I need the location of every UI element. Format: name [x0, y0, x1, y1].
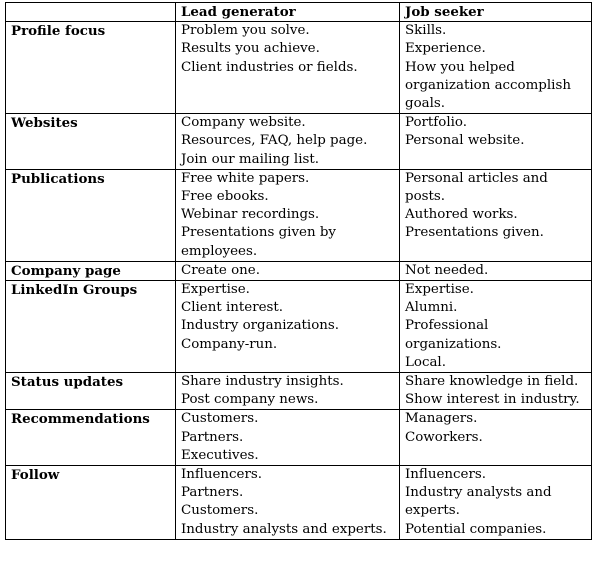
lead-generator-cell [176, 373, 400, 410]
cell-line: Personal articles and posts. [405, 170, 548, 205]
cell-line: Not needed. [405, 262, 489, 278]
cell-line: Company website. [181, 115, 306, 131]
table-row [6, 261, 592, 280]
job-seeker-cell [400, 22, 592, 114]
job-seeker-cell [400, 114, 592, 170]
row-label: Status updates [6, 373, 176, 410]
header-row [6, 3, 592, 22]
cell-line: Presentations given by employees. [181, 225, 336, 259]
cell-line: Skills. [405, 23, 447, 39]
cell-line: Customers. [181, 411, 259, 427]
cell-line: Managers. [405, 411, 478, 427]
lead-generator-cell [176, 281, 400, 373]
cell-line: Coworkers. [405, 429, 483, 445]
cell-line: Customers. [181, 503, 259, 519]
row-label: Websites [6, 114, 176, 170]
cell-line: How you helped organization accomplish goals. [405, 59, 571, 112]
lead-generator-cell [176, 169, 400, 261]
cell-line: Influencers. [405, 467, 486, 483]
cell-line: Expertise. [181, 282, 250, 298]
cell-line: Experience. [405, 41, 486, 57]
cell-line: Influencers. [181, 467, 262, 483]
cell-line: Industry analysts and experts. [181, 521, 387, 537]
cell-line: Problem you solve. [181, 23, 310, 39]
table-row [6, 281, 592, 373]
table-row [6, 22, 592, 114]
row-label: Follow [6, 466, 176, 540]
row-label: LinkedIn Groups [6, 281, 176, 373]
cell-line: Join our mailing list. [181, 151, 319, 167]
table-row [6, 373, 592, 410]
lead-generator-cell [176, 261, 400, 280]
cell-line: Show interest in industry. [405, 392, 580, 408]
lead-generator-cell [176, 22, 400, 114]
cell-line: Local. [405, 354, 446, 370]
cell-line: Industry organizations. [181, 318, 340, 334]
row-label: Profile focus [6, 22, 176, 114]
table-row [6, 466, 592, 540]
cell-line: Client interest. [181, 300, 284, 316]
cell-line: Share industry insights. [181, 374, 344, 390]
job-seeker-cell [400, 169, 592, 261]
table-row [6, 114, 592, 170]
cell-line: Executives. [181, 447, 259, 463]
cell-line: Industry analysts and experts. [405, 485, 552, 519]
cell-line: Potential companies. [405, 521, 547, 537]
row-label: Publications [6, 169, 176, 261]
cell-line: Alumni. [405, 300, 458, 316]
table-body [6, 22, 592, 540]
cell-line: Personal website. [405, 133, 525, 149]
lead-generator-cell [176, 466, 400, 540]
cell-line: Company-run. [181, 336, 278, 352]
header-lead-generator: Lead generator [176, 3, 400, 22]
cell-line: Free ebooks. [181, 189, 269, 205]
cell-line: Expertise. [405, 282, 474, 298]
cell-line: Partners. [181, 429, 244, 445]
cell-line: Share knowledge in field. [405, 374, 579, 390]
table-row [6, 169, 592, 261]
cell-line: Portfolio. [405, 115, 467, 131]
cell-line: Presentations given. [405, 225, 544, 241]
row-label: Recommendations [6, 410, 176, 466]
cell-line: Professional organizations. [405, 318, 502, 352]
cell-line: Resources, FAQ, help page. [181, 133, 368, 149]
cell-line: Create one. [181, 262, 260, 278]
job-seeker-cell [400, 466, 592, 540]
job-seeker-cell [400, 281, 592, 373]
cell-line: Partners. [181, 485, 244, 501]
header-empty-cell [6, 3, 176, 22]
job-seeker-cell [400, 373, 592, 410]
job-seeker-cell [400, 410, 592, 466]
cell-line: Authored works. [405, 207, 518, 223]
cell-line: Free white papers. [181, 170, 310, 186]
lead-generator-cell [176, 114, 400, 170]
cell-line: Webinar recordings. [181, 207, 320, 223]
table-row [6, 410, 592, 466]
cell-line: Client industries or fields. [181, 59, 358, 75]
lead-generator-cell [176, 410, 400, 466]
comparison-table [5, 2, 592, 540]
cell-line: Post company news. [181, 392, 319, 408]
header-job-seeker: Job seeker [400, 3, 592, 22]
job-seeker-cell [400, 261, 592, 280]
row-label: Company page [6, 261, 176, 280]
cell-line: Results you achieve. [181, 41, 320, 57]
